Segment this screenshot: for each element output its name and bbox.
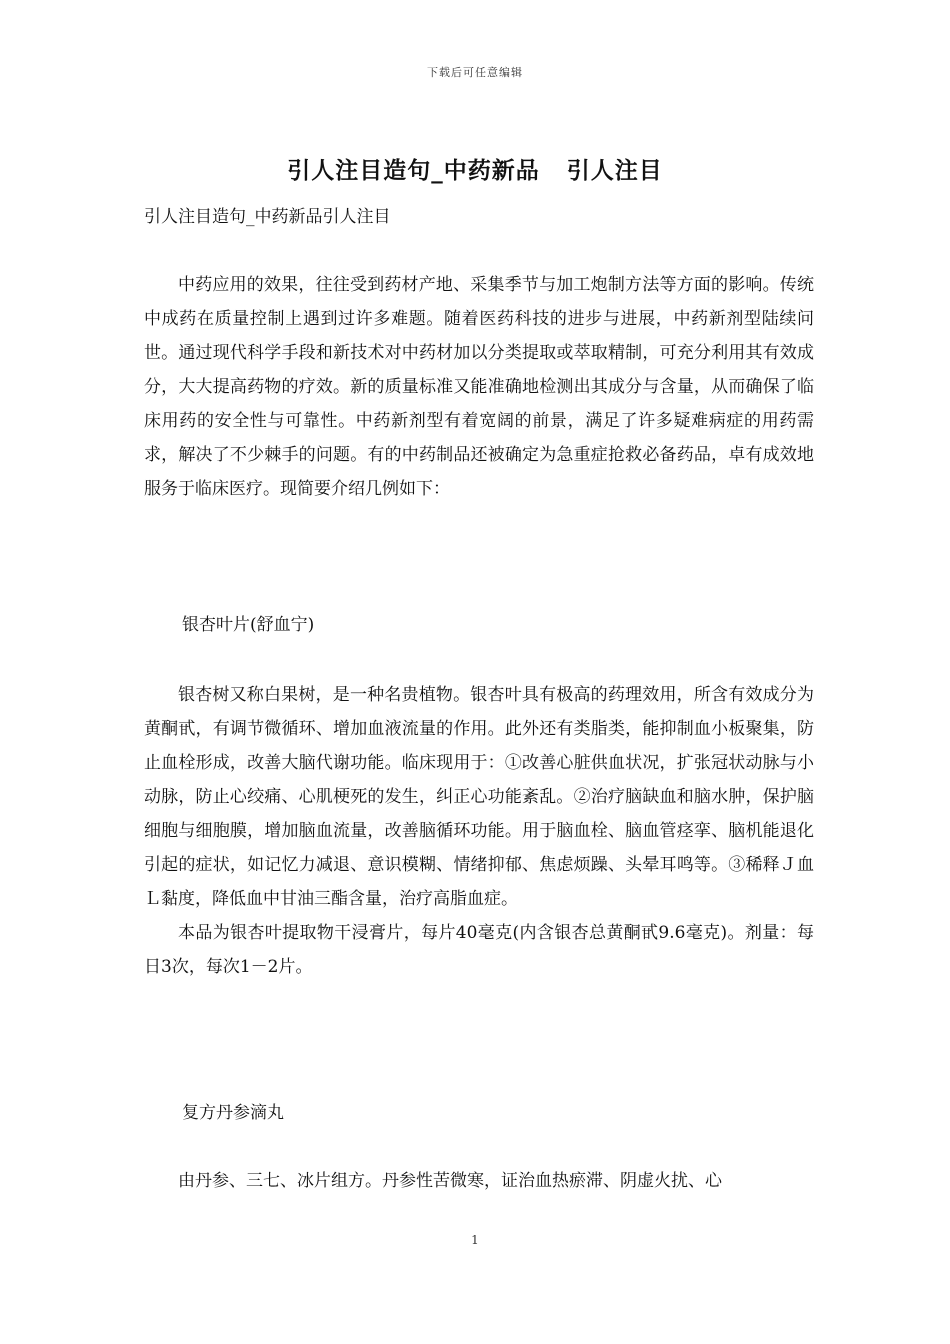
page-number: 1 xyxy=(471,1233,479,1247)
document-title: 引人注目造句_中药新品 引人注目 xyxy=(287,158,663,184)
ginkgo-paragraph: 银杏树又称白果树，是一种名贵植物。银杏叶具有极高的药理效用，所含有效成分为黄酮甙，有调节微循环、增加血液流量的作用。此外还有类脂类，能抑制血小板聚集，防止血栓形成，改善大脑代谢功能。临床现用于：①改善心脏供血状况，扩张冠状动脉与小动脉，防止心绞痛、心肌梗死的发生，纠正心功能紊乱。②治疗脑缺血和脑水肿，保护脑细胞与细胞膜，增加脑血流量，改善脑循环功能。用于脑血栓、脑血管痉挛、脑机能退化引起的症状，如记忆力减退、意识模糊、情绪抑郁、焦虑烦躁、头晕耳鸣等。③稀释Ｊ血Ｌ黏度，降低血中甘油三酯含量，治疗高脂血症。 xyxy=(144,685,814,909)
danshen-paragraph: 由丹参、三七、冰片组方。丹参性苦微寒，证治血热瘀滞、阴虚火扰、心 xyxy=(178,1171,722,1191)
section-ginkgo-body xyxy=(144,678,814,984)
document-subtitle: 引人注目造句_中药新品引人注目 xyxy=(144,207,391,227)
intro-section xyxy=(144,268,814,506)
section-heading-danshen: 复方丹参滴丸 xyxy=(182,1103,284,1123)
section-danshen-body xyxy=(144,1164,814,1198)
ginkgo-dosage-paragraph: 本品为银杏叶提取物干浸膏片，每片40毫克(内含银杏总黄酮甙9.6毫克)。剂量：每日3次，每次1－2片。 xyxy=(144,923,814,977)
section-heading-ginkgo: 银杏叶片(舒血宁) xyxy=(182,615,315,635)
intro-paragraph: 中药应用的效果，往往受到药材产地、采集季节与加工炮制方法等方面的影响。传统中成药在质量控制上遇到过许多难题。随着医药科技的进步与进展，中药新剂型陆续问世。通过现代科学手段和新技术对中药材加以分类提取或萃取精制，可充分利用其有效成分，大大提高药物的疗效。新的质量标准又能准确地检测出其成分与含量，从而确保了临床用药的安全性与可靠性。中药新剂型有着宽阔的前景，满足了许多疑难病症的用药需求，解决了不少棘手的问题。有的中药制品还被确定为急重症抢救必备药品，卓有成效地服务于临床医疗。现简要介绍几例如下： xyxy=(144,275,814,499)
page-header: 下载后可任意编辑 xyxy=(427,66,523,79)
